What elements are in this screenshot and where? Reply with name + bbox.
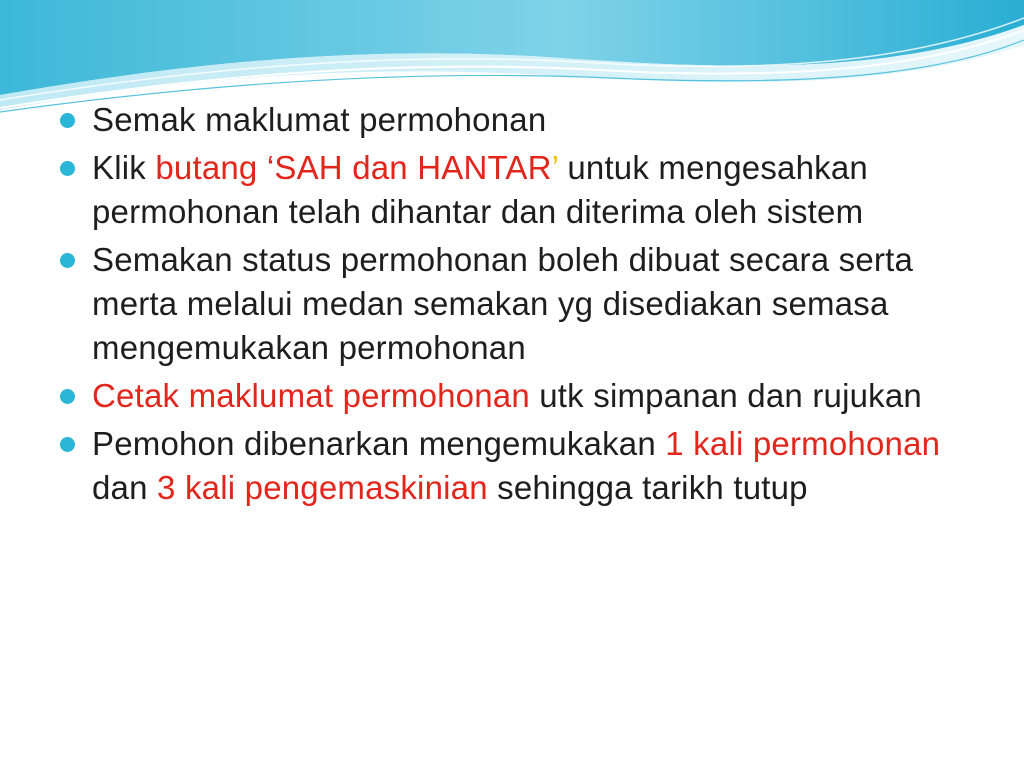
bullet-item <box>58 146 978 234</box>
bullet-item <box>58 374 978 418</box>
bullet-text-segment: Semak maklumat permohonan <box>92 101 547 138</box>
bullet-text-segment: Cetak maklumat permohonan <box>92 377 530 414</box>
bullet-dot-icon <box>60 389 75 404</box>
bullet-dot-icon <box>60 161 75 176</box>
bullet-text-segment: untuk mengesahkan permohonan telah dihantar dan diterima oleh sistem <box>92 149 868 230</box>
bullet-text-segment: Semakan status permohonan boleh dibuat secara serta merta melalui medan semakan yg disediakan semasa mengemukakan permohonan <box>92 241 914 366</box>
bullet-item <box>58 238 978 370</box>
bullet-dot-icon <box>60 437 75 452</box>
bullet-dot-icon <box>60 253 75 268</box>
bullet-text-segment: 3 kali pengemaskinian <box>157 469 488 506</box>
bullet-item <box>58 98 978 142</box>
bullet-text-segment: ’ <box>551 149 558 186</box>
bullet-text-segment: Klik <box>92 149 156 186</box>
bullet-dot-icon <box>60 113 75 128</box>
bullet-text-segment: butang ‘SAH dan HANTAR <box>155 149 552 186</box>
bullet-text-segment: 1 kali permohonan <box>665 425 941 462</box>
bullet-text-segment: utk simpanan dan rujukan <box>529 377 922 414</box>
bullet-text-segment: Pemohon dibenarkan mengemukakan <box>92 425 666 462</box>
bullet-text-segment: dan <box>92 469 158 506</box>
bullet-item <box>58 422 978 510</box>
bullet-text-segment: sehingga tarikh tutup <box>487 469 808 506</box>
bullet-list <box>58 98 978 514</box>
